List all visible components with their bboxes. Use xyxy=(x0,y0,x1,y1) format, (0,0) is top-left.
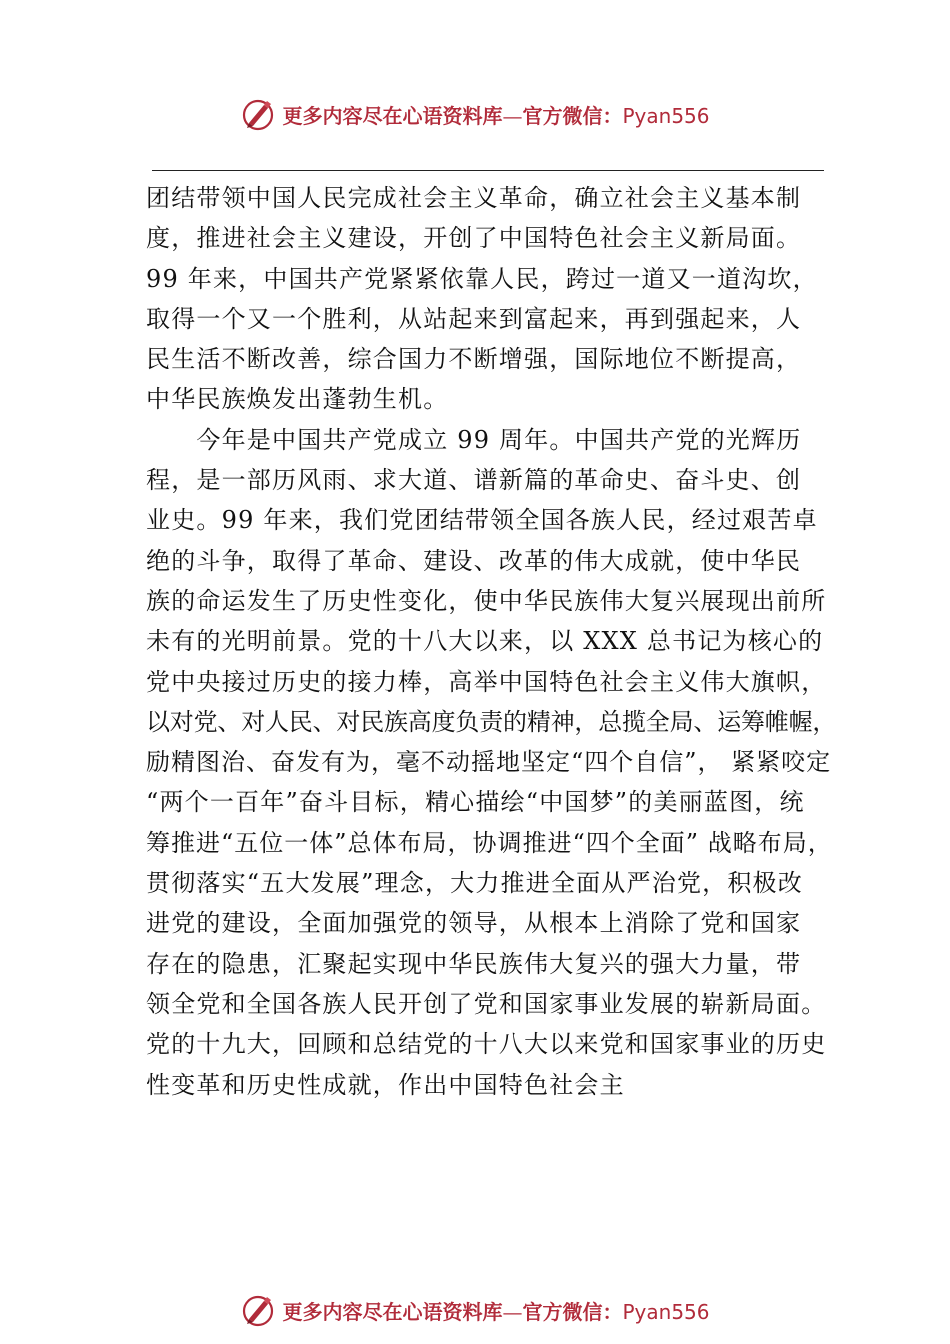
footer-dash: — xyxy=(502,1299,523,1324)
text-line: 取得一个又一个胜利，从站起来到富起来，再到强起来，人 xyxy=(146,304,802,333)
header-divider xyxy=(152,170,824,171)
footer-banner xyxy=(0,1290,950,1330)
wechat-label: 官方微信： xyxy=(522,1299,623,1324)
text-line: 以对党、对人民、对民族高度负责的精神，总揽全局、运筹帷幄， xyxy=(146,707,837,736)
text-line: 民生活不断改善，综合国力不断增强，国际地位不断提高， xyxy=(146,345,802,374)
text-line: 99 年来，中国共产党紧紧依靠人民，跨过一道又一道沟坎， xyxy=(146,264,818,293)
header-dash: — xyxy=(502,103,523,128)
footer-text xyxy=(282,1296,709,1325)
wechat-id: Pyan556 xyxy=(622,103,710,128)
wechat-label: 官方微信： xyxy=(522,103,623,128)
text-line: 党的十九大，回顾和总结党的十八大以来党和国家事业的历史 xyxy=(146,1030,827,1059)
pen-logo-icon xyxy=(240,1292,276,1328)
wechat-id: Pyan556 xyxy=(622,1299,710,1324)
text-line: 今年是中国共产党成立 99 周年。中国共产党的光辉历 xyxy=(146,425,802,454)
text-line: 筹推进“五位一体”总体布局，协调推进“四个全面” 战略布局， xyxy=(146,828,833,857)
text-line: 领全党和全国各族人民开创了党和国家事业发展的崭新局面。 xyxy=(146,989,827,1018)
text-line: “两个一百年”奋斗目标，精心描绘“中国梦”的美丽蓝图，统 xyxy=(146,788,805,817)
text-line: 绝的斗争，取得了革命、建设、改革的伟大成就，使中华民 xyxy=(146,546,802,575)
text-line: 党中央接过历史的接力棒，高举中国特色社会主义伟大旗帜， xyxy=(146,667,827,696)
text-line: 存在的隐患，汇聚起实现中华民族伟大复兴的强大力量，带 xyxy=(146,949,802,978)
header-text xyxy=(282,100,709,129)
pen-logo-icon xyxy=(240,96,276,132)
text-line: 业史。99 年来，我们党团结带领全国各族人民，经过艰苦卓 xyxy=(146,506,818,535)
text-line: 性变革和历史性成就，作出中国特色社会主 xyxy=(146,1070,625,1099)
text-line: 族的命运发生了历史性变化，使中华民族伟大复兴展现出前所 xyxy=(146,586,827,615)
text-line: 团结带领中国人民完成社会主义革命，确立社会主义基本制 xyxy=(146,184,802,212)
text-line: 励精图治、奋发有为，毫不动摇地坚定“四个自信”， 紧紧咬定 xyxy=(146,748,832,777)
text-line: 度，推进社会主义建设，开创了中国特色社会主义新局面。 xyxy=(146,224,802,253)
text-line: 程，是一部历风雨、求大道、谱新篇的革命史、奋斗史、创 xyxy=(146,466,802,495)
text-line: 未有的光明前景。党的十八大以来，以 XXX 总书记为核心的 xyxy=(146,627,824,656)
site-name: 更多内容尽在心语资料库 xyxy=(282,1299,503,1324)
site-name: 更多内容尽在心语资料库 xyxy=(282,103,503,128)
header-banner xyxy=(0,94,950,134)
document-body xyxy=(146,178,836,1105)
text-line: 贯彻落实“五大发展”理念，大力推进全面从严治党，积极改 xyxy=(146,869,803,898)
text-line: 进党的建设，全面加强党的领导，从根本上消除了党和国家 xyxy=(146,909,802,938)
text-line: 中华民族焕发出蓬勃生机。 xyxy=(146,385,449,414)
